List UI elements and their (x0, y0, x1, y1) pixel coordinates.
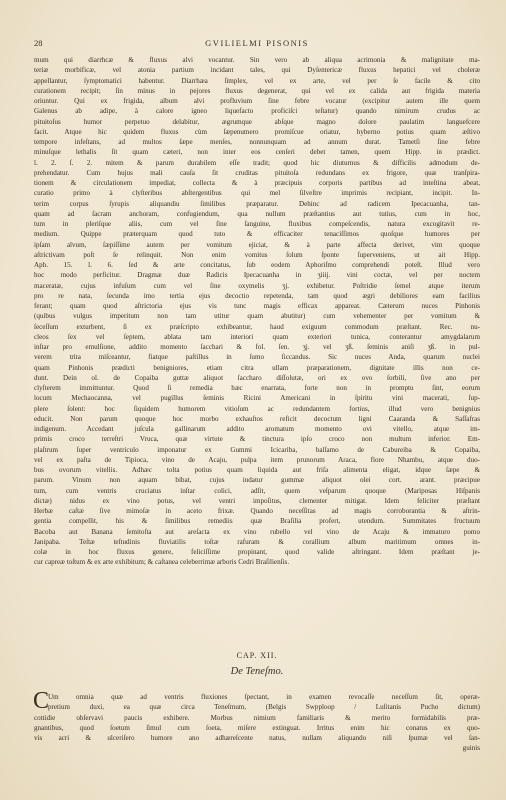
text-line: cleos ſex vel ſeptem, ablata tam interiori quam exteriori tunica, conterantur amygdalarum (34, 332, 480, 341)
text-line: bus ovorum vitellis. Adhæc tolta potius quam liquida aut friſa alimenta eligat, idque ſæpe & (34, 466, 480, 474)
text-line: tum, cum ventris cruciatus inſtar colici, adſit, quem veſparum quoque (Mariposas Hiſpanis (34, 486, 480, 495)
chapter-text-line: Um omnia quæ ad ventris fluxiones ſpectant, in examen revocaſſe neceſſum ſit, operæ- (48, 693, 480, 701)
text-line: curationem recipit; ſin minus in pejores fluxus degenerat, qui vel ex calida aut frigida materia (34, 86, 480, 95)
text-line: Galenus ab adipe, à calore igneo liquefacto proficiſci teſtatur) quando nimirum crudus ac (34, 107, 480, 116)
text-line: tum in pleriſque aliis, cum vel ſine ſanguine, fluxibus compeſcendis, natura excogitavit re- (34, 220, 480, 228)
text-line: pro re nata, ſecunda imo tertia ejus decoctio repetenda, tam quod ægri debiliores eam facilius (34, 291, 480, 300)
chapter-text-line: guinis (462, 744, 480, 753)
text-line: maceratæ, cujus infuſum cum vel ſine oxymelis ʒj. exhibetur. Poſtridie ſemel atque iterum (34, 281, 480, 290)
text-line: prehendatur. Cum hujus mali cauſa ſit cruditas pituitoſa redundans ex frigore, quæ tranſpira- (34, 168, 480, 177)
text-line: quam ad ſacram anchoram, confugiendum, qua nullum præſtantius aut tutius, cum in hoc, (34, 209, 480, 218)
text-line: cur capreæ toſtum & ex arte exhibitum; & caſtanea celeberrimæ arboris Cedri Braſilienſis. (34, 558, 290, 567)
chapter-text-line: gnantibus, quod ſoetum ſimul cum ſoeta, miſere extinguat. Irritus enim hic conatus ex quo- (34, 723, 480, 732)
text-line: educit. Non parum quoque hoc morbo exhauſtos reficit decoctum ligni Caaranda & Saſſafras (34, 414, 480, 423)
text-line: medium. Quippe præterquam quod tuto & efficaciter tenaciſſimos quoſque humores per (34, 230, 480, 239)
text-line: ſeceſſum exturbent, ſi ex præſcripto exhibeantur, haud exiguum commodum præſtant. Rec. nu- (34, 322, 480, 331)
text-line: primis croco terreſtri Vruca, quæ virtute & tinctura ipſo croco non multum inferior. Em- (34, 435, 480, 444)
chapter-label: CAP. XII. (236, 651, 278, 660)
text-line: facit. Atque hic quidem fluxus cùm ſæpenumero promiſcue oriatur, hyberno potius quam æſtivo (34, 127, 480, 136)
text-line: dictæ) nidus ex vino potus, vel ventri impoſitus, clementer mitigat. Idem feliciter præſtant (34, 496, 480, 505)
text-line: clyſterem immittuntur. Quod ſi remedia hæc enarrata, forte non in promptu ſint, eorum (34, 384, 480, 392)
text-line: parum. Vinum non aquam bibat, cujus indatur gummæ aliquot olei cort. arant. præcipue (34, 476, 480, 485)
text-line: Aph. 15. l. 6. ſed & arte concitatus, ſub eodem Aphoriſmo comprehendi poteſt. Illud vero (34, 261, 480, 269)
text-line: Janipaba. Teſtæ teſtudinis fluviatilis toſtæ rafuram & corallium album maritimum omnes in- (34, 537, 480, 546)
text-line: ferant; quam quod aſtrictoria ejus vis tunc magis efficax appareat. Cæterum nuces Pinhonis (34, 302, 480, 310)
text-line: hoc modo perficitur. Dragmæ duæ Radicis Ipecacuanha in ʒiiij. vini coctæ, vel per noctem (34, 271, 480, 280)
page-number: 28 (34, 38, 43, 48)
text-line: dunt. Dein ol. de Copaiba guttæ aliquot ſaccharo diſſolutæ, ori ex ovo ſorbili, ſive ano per (34, 373, 480, 382)
page-header (34, 38, 480, 50)
text-line: tempore infeſtans, ad multos ſæpe menſes, nonnunquam ad annum durat. Tametſi ſine febre (34, 138, 480, 146)
text-line: ipſam alvum, ſæpiſſime autem per vomitum ejiciat, & à parte affecta derivet, vim quoque (34, 240, 480, 249)
text-line: terim corpus ſyrupis aliquandiu ſimilibus præparatur. Dehinc ad radicem Ipecacuanha, tan- (34, 199, 480, 208)
text-line: indigenum. Accedant juſcula gallinarum addito aromatum momento ovi vitello, atque im- (34, 425, 480, 433)
text-line: appellantur, ſymptomatici habentur. Diarrhæa ſimplex, vel ex arte, vel per ſe facile & cito (34, 76, 480, 85)
text-line: teriæ morbificæ, vel atonia partium incidant tales, qui Dyſentericæ fluxus hepatici vel choleræ (34, 66, 480, 75)
chapter-text-line: vis acri & ulceriſero humore ano adhæreſcente natus, nullam aliquando niſi ſpumæ vel ſan- (34, 734, 480, 742)
text-line: locum Mechaocanna, vel pugillus ſeminis Ricini Americani in ſpiritu vini macerati, ſup- (34, 394, 480, 403)
text-line: inſtar pro emulſione, addito momento ſacchari & fol. ſen. ʒj. vel ʒß. ſeminis aniſi ʒß. in pul- (34, 343, 480, 351)
chapter-text-line: pretium duxi, ea quæ circa Teneſmum, (Belgis Swpploop / Luſitanis Pucho dictum) (48, 703, 480, 712)
text-line: oriuntur. Qui ex frigida, album alvi profluvium ſine febre vocatur (excipitur autem ille quem (34, 97, 480, 105)
text-line: pituitoſus humor perpetuo delabitur, ægrumque abſque magno dolore paulatim languefcere (34, 117, 480, 126)
drop-cap: C (33, 688, 50, 714)
text-line: curatio primo à clyſteribus abſtergentibus qui mel ſilveſtre imprimis recipiant, incipit. In- (34, 189, 480, 198)
text-line: (quibus vulgus imperitum non tam utitur quam abutitur) cum vehementer per vomitum & (34, 312, 480, 321)
text-line: Herbæ caſtæ ſive mimoſæ in aceto frixæ. Quando neceſſitas ad magis corroborantia & aſtrin- (34, 507, 480, 515)
text-line: tionem & circulationem impediat, collecta & à præcipuis corporis partibus ad inteſtina abeat, (34, 179, 480, 187)
text-line: verem trita miſceantur, fiatque paſtillus in ſumo ſiccandus. Sic nuces Anda, quarum nuclei (34, 353, 480, 362)
text-line: plaſtrum ſuper ventriculo imponatur ex Gummi Icicariba, balſamo de Cabureiba & Copaiba, (34, 445, 480, 454)
running-head: GVILIELMI PISONIS (205, 38, 309, 48)
text-line: Bacoba aut Banana ſemitoſta aut areſacta ex vino rubello vel vino de Acaju & immaturo pomo (34, 527, 480, 536)
text-line: gentia compellit, his & ſimilibus remediis quæ Braſilia profert, utendum. Summitates fructuum (34, 517, 480, 526)
main-text-block (34, 55, 480, 568)
text-line: colæ in hoc fluxus genere, feliciſſime propinant, quod valide aſtringant. Idem præſtant je- (34, 548, 480, 556)
text-line: l. 2. ſ. 2. mitem & parum durabilem eſſe tradit; quod hic diuturnus & difficilis admodum de- (34, 158, 480, 167)
text-line: quam Pinhonis prædicti benigniores, etiam citra ullam præparationem, dignitate illis non ce- (34, 363, 480, 372)
text-line: minuſque lethalis ſit quam cæteri, non inter eos cenſeri debet tamen, quem Hipp. in prædict. (34, 148, 480, 157)
text-line: vel ex paſta de Tipioca, vino de Acaju, pulpa item prunorum Araca, flore Nhambu, atque duo- (34, 455, 480, 464)
text-line: plere ſolent: hoc ſiquidem humorem vitioſum ac redundantem fortius, illud vero benignius (34, 404, 480, 413)
text-line: aſtrictivam poſt ſe relinquit. Non enim vomitus ſolum ſponte ſuperveniens, ut ait Hipp. (34, 250, 480, 259)
text-line: mum qui diarrhcæ & fluxus alvi vocantur. Sin vero ab aliqua acrimonia & malignitate ma- (34, 56, 480, 64)
chapter-text-line: cottidie obſervavi paucis exhibere. Morbus nimium familiaris & merito formidabilis præ- (34, 713, 480, 722)
chapter-text-block (33, 688, 480, 754)
chapter-title: De Teneſmo. (230, 666, 284, 677)
